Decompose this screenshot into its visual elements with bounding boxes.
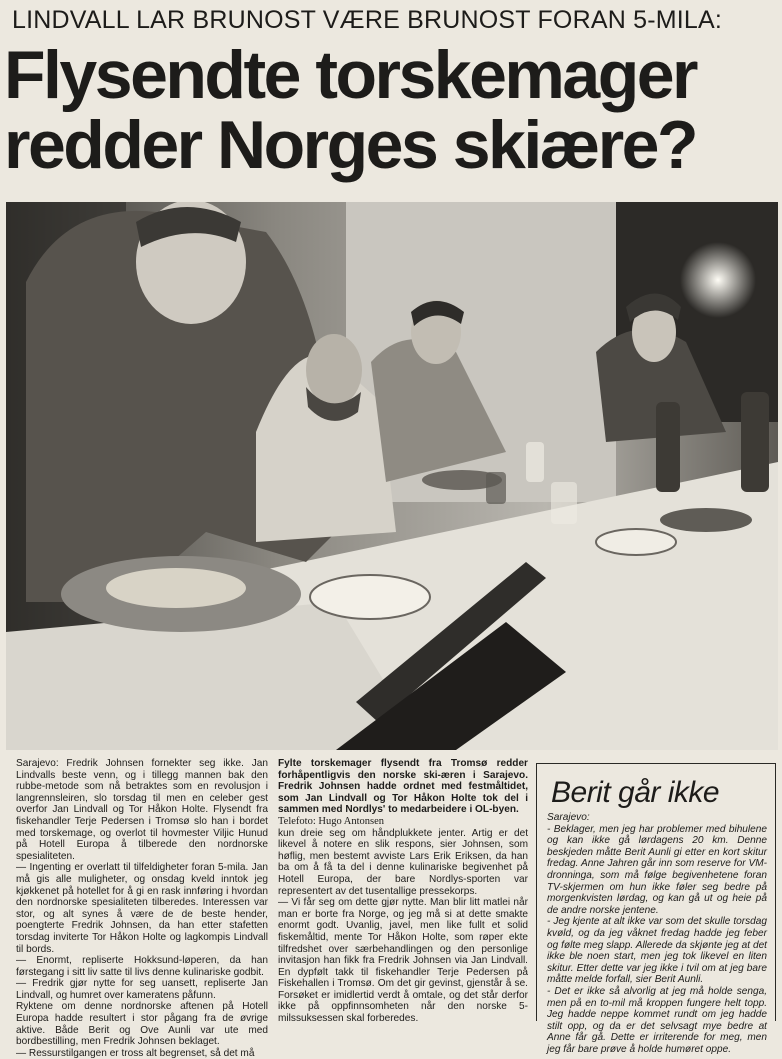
sidebar-paragraph: - Beklager, men jeg har problemer med bihulene og kan ikke gå lørdagens 20 km. Denne beskjeden måtte Berit Aunli gi etter en kort skitur fredag. Anne Jahren går inn som reserve for VM-dronninga, som må følge begivenhetene foran TV-skjermen om hun ikke føler seg bedre på morgenkvisten lørdag, og kan gå ut og heie på de andre norske jentene. (547, 823, 767, 916)
sidebar-dateline: Sarajevo: (547, 812, 590, 823)
left-paragraph: — Ressurstilgangen er tross alt begrenset, så det må (16, 1047, 255, 1059)
left-paragraph: Ryktene om denne nordnorske aftenen på Hotell Europa hadde resultert i stor pågang fra de øvrige aktive. Både Berit og Ove Aunli var ute med bordbestilling, men Fredrik Johnsen beklaget. (16, 1001, 268, 1048)
left-paragraph: — Fredrik gjør nytte for seg uansett, repliserte Jan Lindvall, og humret over kameratens påfunn. (16, 978, 268, 1001)
middle-paragraph: kun dreie seg om håndplukkete jenter. Artig er det likevel å notere en slik respons, sier Johnsen, som høflig, men bestemt avviste Lars Erik Eriksen, da han ba om å få ta del i denne kulinariske begivenhet på Hotell Europa, der bare Nordlys-sporten var representert av det tusentallige pressekorps. (278, 827, 528, 897)
left-paragraph: — Ingenting er overlatt til tilfeldigheter foran 5-mila. Jan må gis alle muligheter, og onsdag kveld inntok jeg kjøkkenet på hotellet for å gi en rask innføring i hvordan den nordnorske spesialiteten tilberedes. Interessen var stor, og alt synes å være de de beste hender, poengterte Fredrik Johnsen, da han etter stafetten torsdag inviterte Tor Håkon Holte og lagkompis Lindvall til bords. (16, 862, 268, 955)
sidebar-title: Berit går ikke (551, 776, 720, 809)
article-kicker: LINDVALL LAR BRUNOST VÆRE BRUNOST FORAN 5-MILA: (12, 6, 723, 34)
sidebar-paragraph: - Det er ikke så alvorlig at jeg må holde senga, men på en to-mil må kroppen fungere helt topp. Jeg hadde neppe kommet rundt om jeg hadde stilt opp, og da er det selvsagt mye bedre at Anne får gå. Dette er irriterende for meg, men jeg får bare prøve å holde humøret oppe. (547, 985, 767, 1055)
headline-line-2: redder Norges skiære? (4, 107, 697, 183)
article-middle-column (278, 758, 528, 1025)
photograph-dinner-table-icon (6, 202, 778, 750)
middle-paragraph: — Vi får seg om dette gjør nytte. Man blir litt matlei når man er borte fra Norge, og jeg må si at dette smakte enormt godt. Uvanlig, javel, men like fullt et solid fiskemåltid, mente Tor Håkon Holte, som røper ekte tilfredshet over særbehandlingen og den personlige invitasjon han fikk fra Fredrik Johnsen via Jan Lindvall. En dypfølt takk til fiskehandler Terje Pedersen på Fiskehallen i Tromsø. Om det gir gevinst, gjenstår å se. Forsøket er imidlertid verdt å omtale, og det står derfor ikke på oppfinnsomheten når den norske 5-milssuksessen skal forberedes. (278, 897, 528, 1025)
article-photo (6, 202, 778, 750)
left-paragraph: Sarajevo: Fredrik Johnsen fornekter seg ikke. Jan Lindvalls beste venn, og i tillegg mannen bak den rubbe-metode som nå betraktes som en revolusjon i langrennsleiren, slo torsdag til men en celeber gest overfor Jan Lindvall og Tor Håkon Holte. Flysendt fra fiskehandler Terje Pedersen i Tromsø slo han i bordet med torskemage, og overlot til hovmester Viljic Hunud på Hotell Europa å tilberede den nordnorske spesialiteten. (16, 758, 268, 862)
sidebar-paragraph: - Jeg kjente at alt ikke var som det skulle torsdag kvøld, og da jeg våknet fredag hadde jeg feber og følte meg slapp. Allerede da skjønte jeg at det ikke ble noen start, men jeg tok likevel en liten skitur. Etter dette var jeg ikke i tvil om at jeg bare måtte melde forfall, sier Berit Aunli. (547, 916, 767, 986)
photo-credit: Telefoto: Hugo Antonsen (278, 815, 384, 827)
article-headline (4, 37, 780, 183)
sidebar-text (547, 812, 767, 1055)
photo-caption: Fylte torskemager flysendt fra Tromsø redder forhåpentligvis den norske ski-æren i Sarajevo. Fredrik Johnsen hadde ordnet med festmåltidet, som Jan Lindvall og Tor Håkon Holte tok del i sammen med Nordlys' to medarbeidere i OL-byen. (278, 758, 528, 816)
left-paragraph: — Enormt, repliserte Hokksund-løperen, da han førstegang i sitt liv satte til livs denne kulinariske godbit. (16, 955, 268, 978)
article-left-column (16, 758, 268, 1059)
sidebar-box (536, 763, 776, 1055)
headline-line-1: Flysendte torskemager (4, 37, 697, 113)
